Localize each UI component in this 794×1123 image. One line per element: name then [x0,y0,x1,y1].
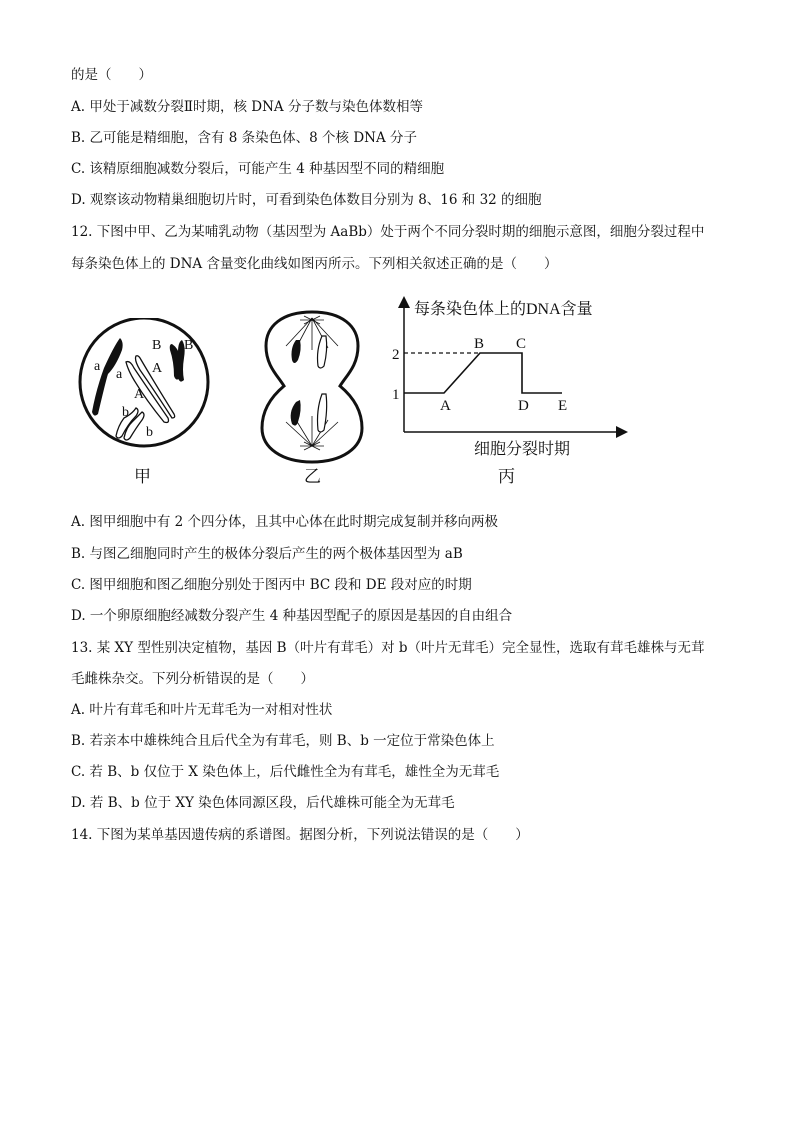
y-tick-2: 2 [392,347,400,363]
point-label-e: E [558,398,568,414]
y-tick-1: 1 [392,387,400,403]
caption-yi: 乙 [304,467,321,486]
point-label-b: B [474,336,485,352]
chromosome-yi-top-white [318,336,327,368]
q11-stem-tail: 的是（ ） [71,67,152,83]
gene-label-A1: A [152,361,163,376]
q11-option-b: B. 乙可能是精细胞，含有 8 条染色体、8 个核 DNA 分子 [71,130,418,146]
dna-content-curve [404,353,562,393]
q13-option-a: A. 叶片有茸毛和叶片无茸毛为一对相对性状 [71,702,333,718]
caption-jia: 甲 [134,467,151,486]
chromosome-yi-top-black [292,340,301,363]
figure-cell-yi [256,306,376,490]
q12-stem-line1: 12. 下图中甲、乙为某哺乳动物（基因型为 AaBb）处于两个不同分裂时期的细胞示意图，细胞分裂过程中 [71,224,705,240]
y-axis-label: 每条染色体上的DNA含量 [414,301,593,318]
q11-option-c: C. 该精原细胞减数分裂后，可能产生 4 种基因型不同的精细胞 [71,161,445,177]
gene-label-a1: a [94,359,101,374]
gene-label-A2: A [134,387,145,402]
q13-stem-line1: 13. 某 XY 型性别决定植物，基因 B（叶片有茸毛）对 b（叶片无茸毛）完全显性，选取有茸毛雄株与无茸 [71,640,705,656]
x-axis-label: 细胞分裂时期 [474,441,571,458]
q13-option-b: B. 若亲本中雄株纯合且后代全为有茸毛，则 B、b 一定位于常染色体上 [71,733,495,749]
gene-label-B2: B [184,338,194,353]
q14-stem: 14. 下图为某单基因遗传病的系谱图。据图分析，下列说法错误的是（ ） [71,827,529,843]
gene-label-b1: b [122,405,129,420]
q12-option-c: C. 图甲细胞和图乙细胞分别处于图丙中 BC 段和 DE 段对应的时期 [71,577,472,593]
point-label-d: D [518,398,529,414]
q11-option-d: D. 观察该动物精巢细胞切片时，可看到染色体数目分别为 8、16 和 32 的细胞 [71,192,542,208]
gene-label-b2: b [146,425,153,440]
figure-chart-bing [360,292,630,490]
q11-option-a: A. 甲处于减数分裂Ⅱ时期，核 DNA 分子数与染色体数相等 [71,99,423,115]
gene-label-B1: B [152,338,162,353]
q12-option-a: A. 图甲细胞中有 2 个四分体，且其中心体在此时期完成复制并移向两极 [71,514,499,530]
figure-cell-jia [76,318,216,490]
point-label-a: A [440,398,451,414]
q12-option-d: D. 一个卵原细胞经减数分裂产生 4 种基因型配子的原因是基因的自由组合 [71,608,513,624]
point-label-c: C [516,336,527,352]
gene-label-a2: a [116,367,123,382]
q13-option-c: C. 若 B、b 仅位于 X 染色体上，后代雌性全为有茸毛，雄性全为无茸毛 [71,764,500,780]
q12-stem-line2: 每条染色体上的 DNA 含量变化曲线如图丙所示。下列相关叙述正确的是（ ） [71,256,558,272]
chromosome-yi-bottom-black [291,400,301,426]
q13-option-d: D. 若 B、b 位于 XY 染色体同源区段，后代雄株可能全为无茸毛 [71,795,455,811]
chromosome-yi-bottom-white [318,394,327,432]
q13-stem-line2: 毛雌株杂交。下列分析错误的是（ ） [71,671,314,687]
caption-bing: 丙 [498,467,515,486]
q12-option-b: B. 与图乙细胞同时产生的极体分裂后产生的两个极体基因型为 aB [71,546,463,562]
